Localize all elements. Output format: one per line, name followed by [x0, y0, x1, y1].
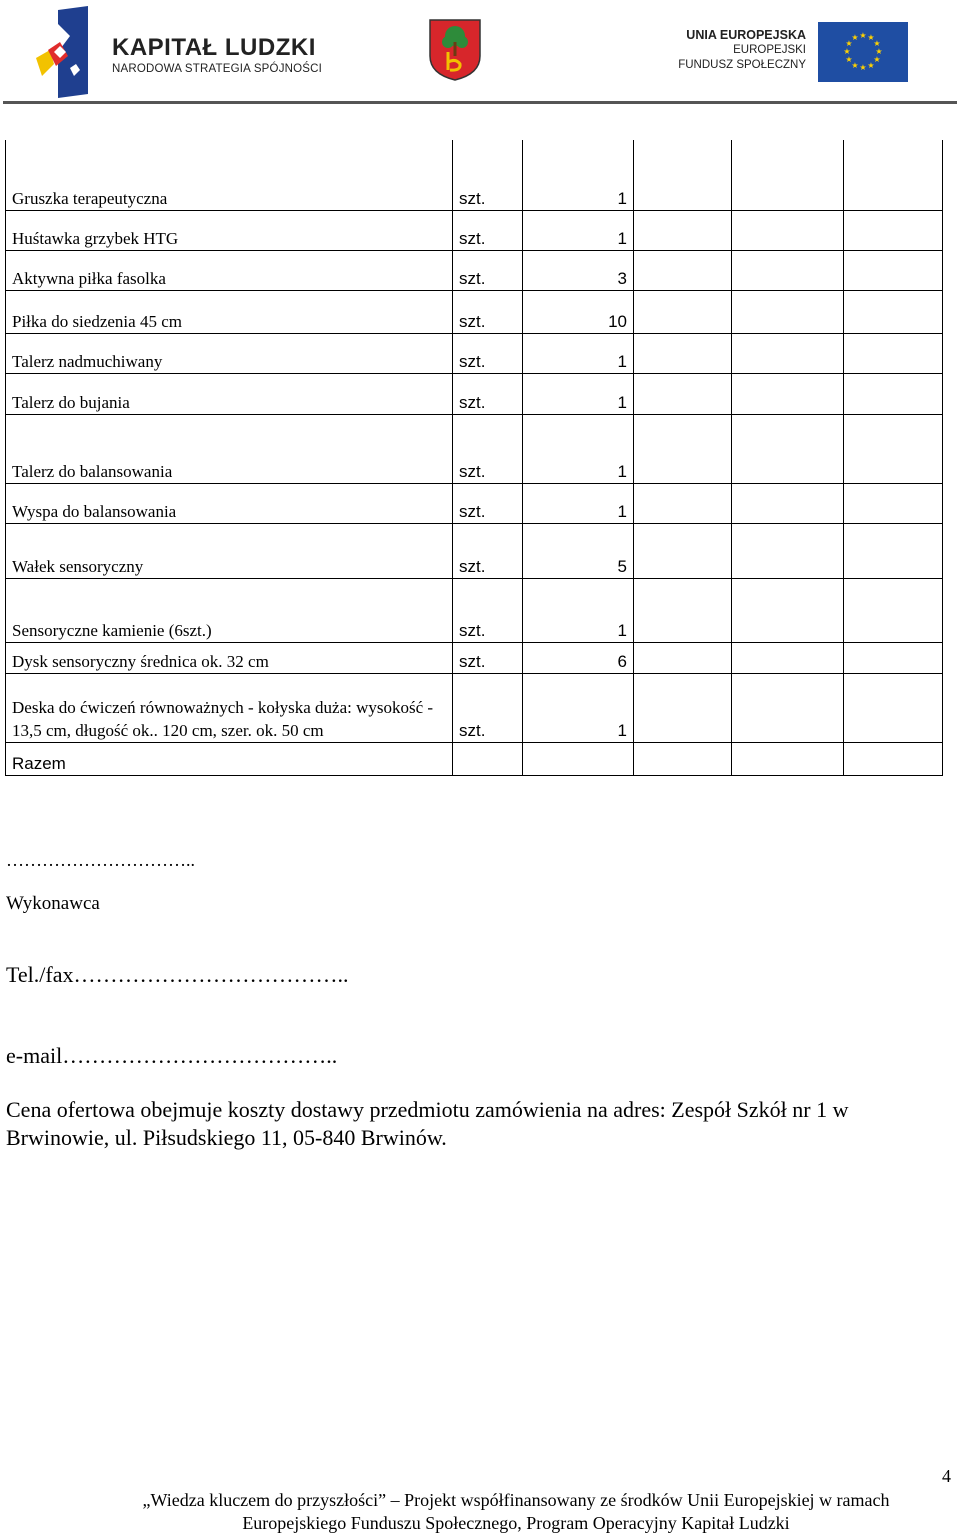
svg-text:★: ★	[845, 39, 853, 48]
item-name: Talerz do balansowania	[6, 414, 453, 483]
net-value-cell	[732, 333, 844, 373]
table-row	[6, 673, 943, 742]
unit-price-cell	[634, 290, 732, 333]
item-quantity: 6	[523, 642, 634, 673]
gross-value-cell	[844, 523, 943, 578]
unit-price-cell	[634, 642, 732, 673]
gross-value-cell	[844, 673, 943, 742]
total-price-cell	[634, 742, 732, 775]
item-name: Wałek sensoryczny	[6, 523, 453, 578]
item-unit: szt.	[453, 642, 523, 673]
unit-price-cell	[634, 414, 732, 483]
item-quantity: 1	[523, 414, 634, 483]
net-value-cell	[732, 140, 844, 210]
total-row	[6, 742, 943, 775]
svg-text:★: ★	[867, 61, 875, 70]
item-unit: szt.	[453, 210, 523, 250]
table-row	[6, 414, 943, 483]
item-quantity: 10	[523, 290, 634, 333]
table-row	[6, 250, 943, 290]
item-name: Deska do ćwiczeń równoważnych - kołyska duża: wysokość - 13,5 cm, długość ok.. 120 cm, szer. ok. 50 cm	[6, 673, 453, 742]
unit-price-cell	[634, 483, 732, 523]
eu-line-2: EUROPEJSKI	[733, 44, 806, 56]
total-label: Razem	[6, 742, 453, 775]
item-quantity: 1	[523, 210, 634, 250]
footer-line-1: „Wiedza kluczem do przyszłości” – Projekt współfinansowany ze środków Unii Europejskiej w ramach	[142, 1490, 890, 1510]
gross-value-cell	[844, 578, 943, 642]
email-field: e-mail………………………………..	[6, 1043, 338, 1068]
item-unit: szt.	[453, 140, 523, 210]
item-name: Talerz do bujania	[6, 373, 453, 414]
unit-price-cell	[634, 250, 732, 290]
items-table	[5, 140, 943, 776]
net-value-cell	[732, 673, 844, 742]
kapital-ludzki-title: KAPITAŁ LUDZKI	[112, 34, 316, 61]
net-value-cell	[732, 578, 844, 642]
gross-value-cell	[844, 414, 943, 483]
item-unit: szt.	[453, 673, 523, 742]
item-quantity: 1	[523, 333, 634, 373]
header-divider	[3, 101, 957, 104]
unit-price-cell	[634, 578, 732, 642]
item-quantity: 1	[523, 373, 634, 414]
item-name: Talerz nadmuchiwany	[6, 333, 453, 373]
svg-text:★: ★	[873, 55, 881, 64]
page-header	[0, 0, 960, 104]
item-unit: szt.	[453, 333, 523, 373]
price-note: Cena ofertowa obejmuje koszty dostawy przedmiotu zamówienia na adres: Zespół Szkół nr 1 w Brwinowie, ul. Piłsudskiego 11, 05-840 Brwinów.	[6, 1097, 849, 1150]
eu-flag-icon	[818, 22, 908, 82]
table-row	[6, 140, 943, 210]
unit-price-cell	[634, 673, 732, 742]
items-table-body	[6, 140, 943, 775]
total-unit-cell	[453, 742, 523, 775]
total-qty-cell	[523, 742, 634, 775]
tel-fax-field: Tel./fax………………………………..	[6, 962, 349, 987]
town-crest-icon	[428, 18, 482, 82]
eu-line-1: UNIA EUROPEJSKA	[686, 28, 806, 42]
item-name: Huśtawka grzybek HTG	[6, 210, 453, 250]
eu-text-block	[678, 28, 806, 73]
svg-text:★: ★	[845, 55, 853, 64]
gross-value-cell	[844, 210, 943, 250]
total-net-cell	[732, 742, 844, 775]
svg-text:★: ★	[843, 47, 851, 56]
net-value-cell	[732, 414, 844, 483]
kapital-ludzki-emblem-icon	[30, 6, 100, 98]
item-name: Dysk sensoryczny średnica ok. 32 cm	[6, 642, 453, 673]
item-name: Aktywna piłka fasolka	[6, 250, 453, 290]
unit-price-cell	[634, 333, 732, 373]
page-footer	[0, 1489, 960, 1535]
svg-text:★: ★	[851, 33, 859, 42]
net-value-cell	[732, 250, 844, 290]
svg-text:★: ★	[873, 39, 881, 48]
kapital-ludzki-subtitle: NARODOWA STRATEGIA SPÓJNOŚCI	[112, 63, 323, 75]
item-unit: szt.	[453, 523, 523, 578]
gross-value-cell	[844, 333, 943, 373]
item-name: Piłka do siedzenia 45 cm	[6, 290, 453, 333]
net-value-cell	[732, 290, 844, 333]
net-value-cell	[732, 483, 844, 523]
signature-line: …………………………..	[6, 850, 195, 870]
svg-text:★: ★	[859, 31, 867, 40]
net-value-cell	[732, 523, 844, 578]
table-row	[6, 483, 943, 523]
item-quantity: 1	[523, 483, 634, 523]
item-quantity: 1	[523, 673, 634, 742]
gross-value-cell	[844, 483, 943, 523]
table-row	[6, 210, 943, 250]
table-row	[6, 523, 943, 578]
svg-text:★: ★	[875, 47, 883, 56]
item-quantity: 5	[523, 523, 634, 578]
table-row	[6, 642, 943, 673]
item-unit: szt.	[453, 290, 523, 333]
item-unit: szt.	[453, 483, 523, 523]
item-unit: szt.	[453, 250, 523, 290]
net-value-cell	[732, 642, 844, 673]
gross-value-cell	[844, 373, 943, 414]
table-row	[6, 290, 943, 333]
item-quantity: 1	[523, 140, 634, 210]
gross-value-cell	[844, 290, 943, 333]
item-unit: szt.	[453, 578, 523, 642]
eu-line-3: FUNDUSZ SPOŁECZNY	[678, 59, 806, 71]
net-value-cell	[732, 210, 844, 250]
item-quantity: 3	[523, 250, 634, 290]
item-name: Gruszka terapeutyczna	[6, 140, 453, 210]
gross-value-cell	[844, 250, 943, 290]
item-name: Sensoryczne kamienie (6szt.)	[6, 578, 453, 642]
net-value-cell	[732, 373, 844, 414]
item-name: Wyspa do balansowania	[6, 483, 453, 523]
page-number: 4	[942, 1466, 951, 1486]
unit-price-cell	[634, 140, 732, 210]
kapital-ludzki-logo	[30, 6, 323, 98]
unit-price-cell	[634, 373, 732, 414]
footer-line-2: Europejskiego Funduszu Społecznego, Program Operacyjny Kapitał Ludzki	[242, 1513, 790, 1533]
svg-text:★: ★	[867, 33, 875, 42]
table-row	[6, 373, 943, 414]
item-quantity: 1	[523, 578, 634, 642]
item-unit: szt.	[453, 414, 523, 483]
table-row	[6, 333, 943, 373]
gross-value-cell	[844, 140, 943, 210]
table-row	[6, 578, 943, 642]
svg-text:★: ★	[859, 63, 867, 72]
svg-text:★: ★	[851, 61, 859, 70]
gross-value-cell	[844, 642, 943, 673]
signature-label: Wykonawca	[6, 893, 100, 914]
unit-price-cell	[634, 523, 732, 578]
item-unit: szt.	[453, 373, 523, 414]
unit-price-cell	[634, 210, 732, 250]
total-gross-cell	[844, 742, 943, 775]
